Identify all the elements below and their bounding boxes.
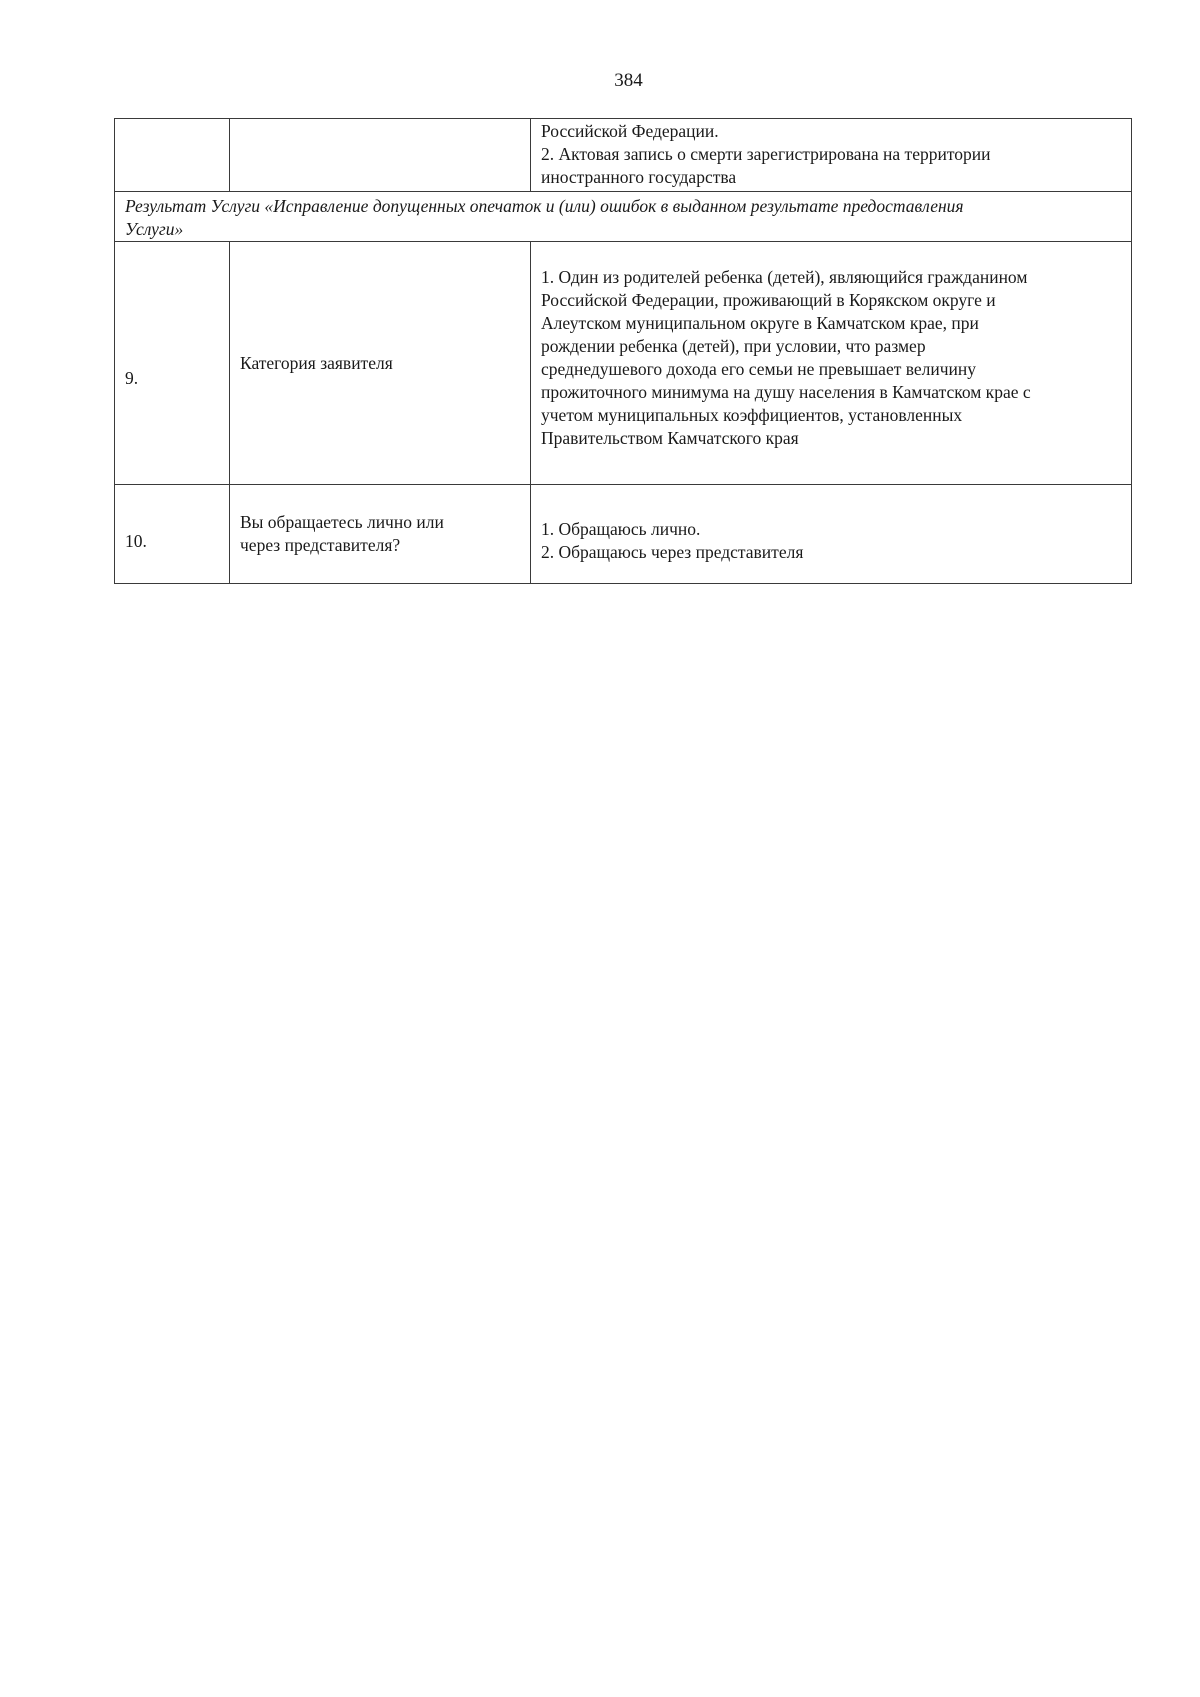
table-row	[115, 485, 1132, 584]
row-question	[230, 485, 531, 584]
section-header-line: Услуги»	[125, 219, 184, 239]
page-number: 384	[614, 70, 643, 91]
answer-line: Российской Федерации.	[541, 121, 719, 141]
answer-line: среднедушевого дохода его семьи не превышает величину	[541, 359, 977, 379]
answer-line: 1. Один из родителей ребенка (детей), являющийся гражданином	[541, 267, 1028, 287]
row-number: 9.	[115, 242, 230, 485]
cell-answer-continued	[531, 119, 1132, 192]
row-number: 10.	[115, 485, 230, 584]
answer-line: Алеутском муниципальном округе в Камчатском крае, при	[541, 313, 979, 333]
answer-line: Правительством Камчатского края	[541, 428, 799, 448]
answer-line: рождении ребенка (детей), при условии, что размер	[541, 336, 926, 356]
answer-line: 2. Обращаюсь через представителя	[541, 542, 804, 562]
cell-number-empty	[115, 119, 230, 192]
question-line: через представителя?	[240, 535, 401, 555]
section-header-line: Результат Услуги «Исправление допущенных опечаток и (или) ошибок в выданном результате предоставления	[125, 196, 964, 216]
row-answer	[531, 485, 1132, 584]
table-row	[115, 242, 1132, 485]
question-line: Вы обращаетесь лично или	[240, 512, 444, 532]
table-row-continued	[115, 119, 1132, 192]
answer-line: иностранного государства	[541, 167, 737, 187]
answer-line: учетом муниципальных коэффициентов, установленных	[541, 405, 963, 425]
section-header	[115, 192, 1132, 242]
row-question: Категория заявителя	[230, 242, 531, 485]
section-header-row	[115, 192, 1132, 242]
answer-line: прожиточного минимума на душу населения в Камчатском крае с	[541, 382, 1031, 402]
answer-line: Российской Федерации, проживающий в Корякском округе и	[541, 290, 996, 310]
row-answer	[531, 242, 1132, 485]
answer-line: 1. Обращаюсь лично.	[541, 519, 701, 539]
document-table	[114, 118, 1132, 584]
answer-line: 2. Актовая запись о смерти зарегистрирована на территории	[541, 144, 991, 164]
cell-question-empty	[230, 119, 531, 192]
